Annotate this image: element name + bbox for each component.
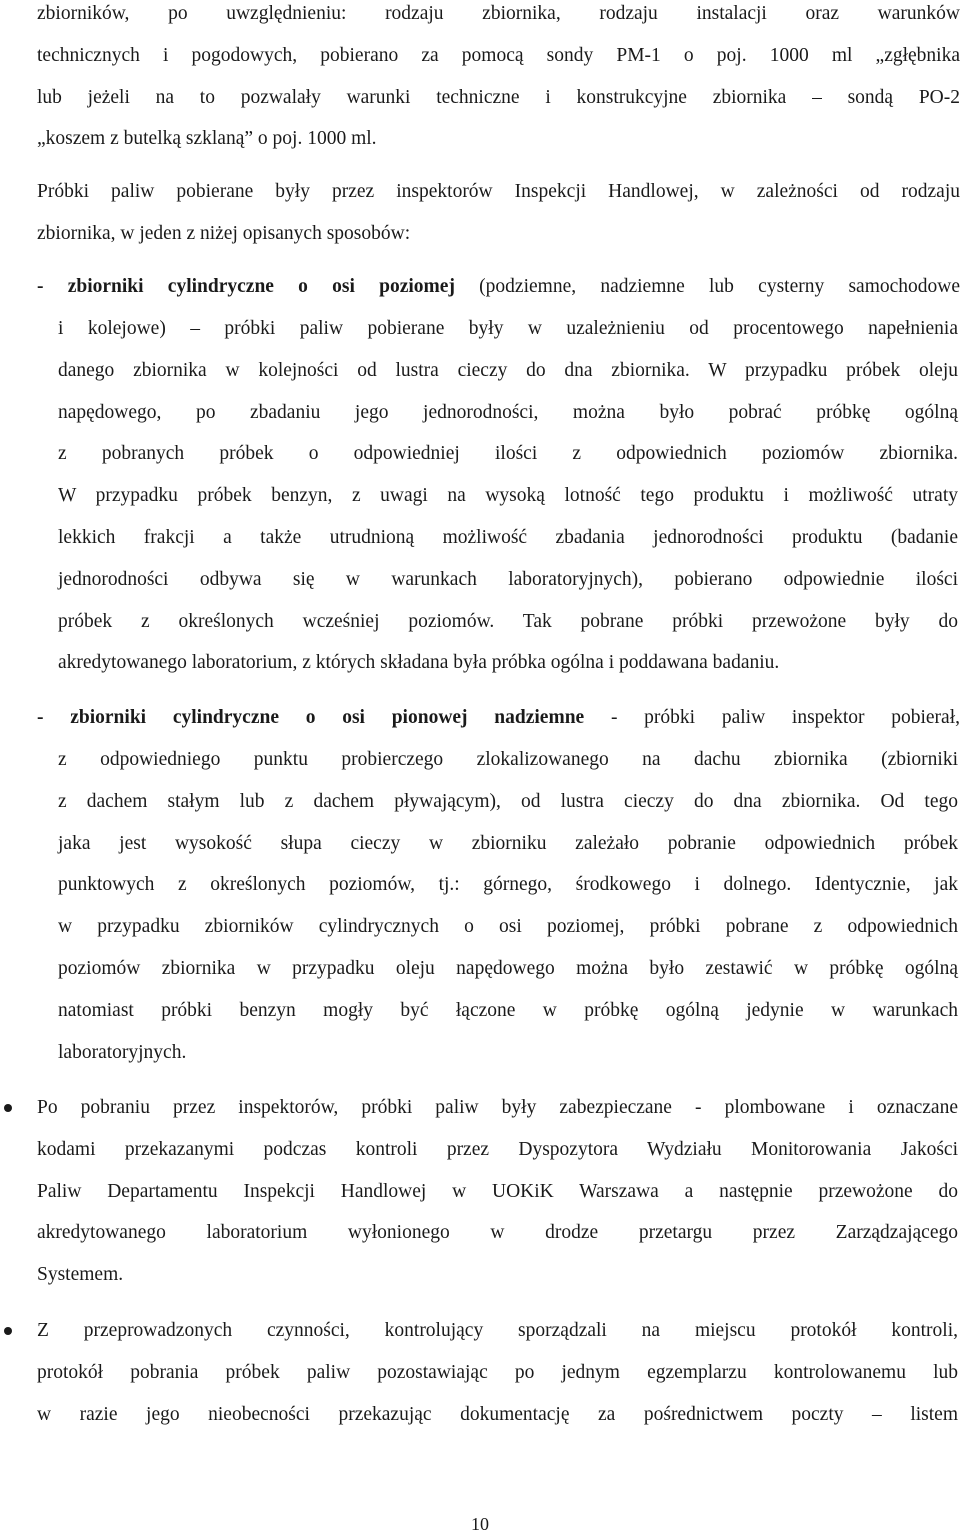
text-line: „koszem z butelką szklaną” o poj. 1000 ml. (37, 128, 377, 150)
text-line: napędowego, po zbadaniu jego jednorodności, można było pobrać próbkę ogólną (58, 401, 958, 423)
text-line: zbiornika, w jeden z niżej opisanych sposobów: (37, 222, 411, 244)
text-line: w przypadku zbiorników cylindrycznych o osi poziomej, próbki pobrane z odpowiednich (58, 916, 958, 938)
text-line: poziomów zbiornika w przypadku oleju napędowego można było zestawić w próbkę ogólną (58, 957, 958, 979)
text-line: z odpowiedniego punktu probierczego zlokalizowanego na dachu zbiornika (zbiorniki (58, 749, 958, 770)
text-line: lekkich frakcji a także utrudnioną możliwość zbadania jednorodności produktu (badanie (58, 526, 958, 548)
section-first-line (37, 697, 960, 739)
horizontal-tanks-body (58, 308, 958, 684)
text-line: próbek z określonych wcześniej poziomów. Tak pobrane próbki przewożone były do (58, 610, 958, 632)
sampling-intro-paragraph (37, 171, 960, 255)
page-number: 10 (471, 1514, 489, 1534)
text-line: i kolejowe) – próbki paliw pobierane były w uzależnieniu od procentowego napełnienia (58, 318, 958, 339)
section-heading: - zbiorniki cylindryczne o osi pionowej nadziemne (37, 707, 585, 728)
text-line: zbiorników, po uwzględnieniu: rodzaju zbiornika, rodzaju instalacji oraz warunków (37, 3, 960, 24)
text-line: z dachem stałym lub z dachem pływającym), od lustra cieczy do dna zbiornika. Od tego (58, 790, 958, 812)
vertical-tanks-section (37, 697, 960, 739)
text-line: kodami przekazanymi podczas kontroli przez Dyspozytora Wydziału Monitorowania Jakości (37, 1138, 958, 1160)
section-first-line (37, 266, 960, 308)
text-line: z pobranych próbek o odpowiedniej ilości z odpowiednich poziomów zbiornika. (58, 443, 958, 465)
text-line: W przypadku próbek benzyn, z uwagi na wysoką lotność tego produktu i możliwość utraty (58, 485, 958, 507)
securing-samples-paragraph (37, 1087, 958, 1296)
bullet-point-icon (4, 1104, 12, 1112)
text-line: natomiast próbki benzyn mogły być łączone w próbkę ogólną jedynie w warunkach (58, 999, 958, 1021)
text-line: lub jeżeli na to pozwalały warunki techniczne i konstrukcyjne zbiornika – sondą PO-2 (37, 86, 960, 108)
horizontal-tanks-section (37, 266, 960, 308)
text-line: w razie jego nieobecności przekazując dokumentację za pośrednictwem poczty – listem (37, 1403, 958, 1425)
text-line: Systemem. (37, 1264, 124, 1286)
section-heading: - zbiorniki cylindryczne o osi poziomej (37, 276, 455, 297)
text-line: punktowych z określonych poziomów, tj.: górnego, środkowego i dolnego. Identycznie, jak (58, 874, 958, 896)
text-line: Paliw Departamentu Inspekcji Handlowej w UOKiK Warszawa a następnie przewożone do (37, 1180, 958, 1202)
bullet-point-icon (4, 1327, 12, 1335)
text-line: akredytowanego laboratorium, z których składana była próbka ogólna i poddawana badaniu. (58, 652, 780, 674)
text-line: danego zbiornika w kolejności od lustra cieczy do dna zbiornika. W przypadku próbek oleju (58, 359, 958, 381)
text-line: akredytowanego laboratorium wyłonionego w drodze przetargu przez Zarządzającego (37, 1222, 958, 1244)
text-line: laboratoryjnych. (58, 1041, 187, 1063)
intro-paragraph (37, 0, 960, 160)
text-line: protokół pobrania próbek paliw pozostawiając po jednym egzemplarzu kontrolowanemu lub (37, 1361, 958, 1383)
protocol-paragraph (37, 1310, 958, 1435)
text-line: Z przeprowadzonych czynności, kontrolujący sporządzali na miejscu protokół kontroli, (37, 1320, 958, 1341)
text-line: Próbki paliw pobierane były przez inspektorów Inspekcji Handlowej, w zależności od rodzaju (37, 181, 960, 202)
text-line: - próbki paliw inspektor pobierał, (584, 707, 960, 728)
text-line: jednorodności odbywa się w warunkach laboratoryjnych), pobierano odpowiednie ilości (58, 568, 958, 590)
text-line: (podziemne, nadziemne lub cysterny samochodowe (454, 276, 960, 297)
vertical-tanks-body (58, 739, 958, 1073)
text-line: Po pobraniu przez inspektorów, próbki paliw były zabezpieczane - plombowane i oznaczane (37, 1097, 958, 1118)
text-line: technicznych i pogodowych, pobierano za pomocą sondy PM-1 o poj. 1000 ml „zgłębnika (37, 44, 960, 66)
text-line: jaka jest wysokość słupa cieczy w zbiorniku zależało pobranie odpowiednich próbek (58, 832, 958, 854)
